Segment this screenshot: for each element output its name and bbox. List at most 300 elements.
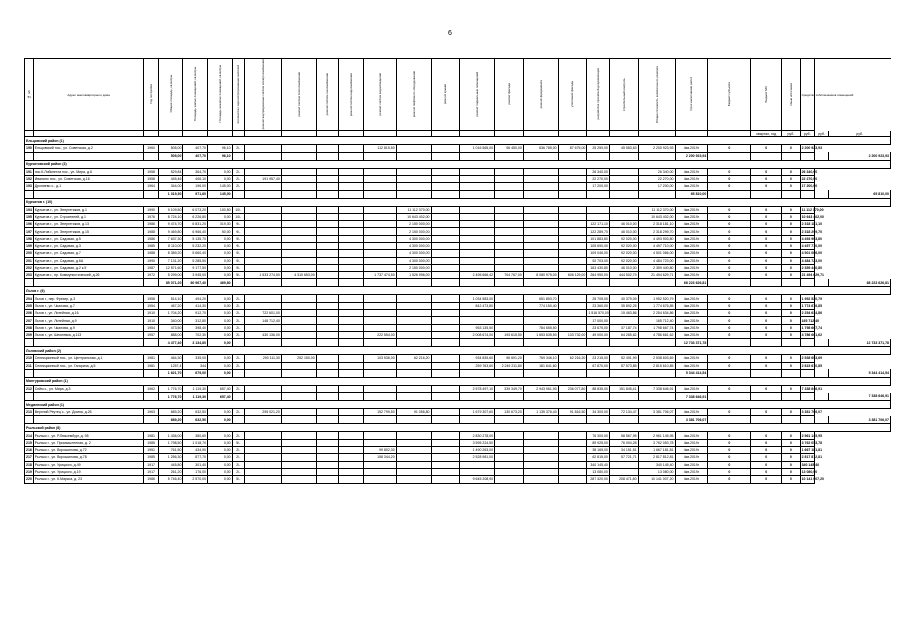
row-work-cost — [339, 206, 364, 213]
subtotal-total-area: 4 477,40 — [158, 339, 183, 347]
row-work-cost: 774 150,40 — [523, 302, 558, 309]
row-address: Рыльск г., ул. Р.Люксембург, д. 95 — [33, 432, 144, 439]
subtotal-empty — [638, 393, 675, 401]
subtotal-empty — [587, 393, 610, 401]
row-address: Рыльск г., ул. Урицкого, д.49 — [33, 461, 144, 468]
table-row — [25, 439, 891, 446]
section-header-row — [25, 377, 891, 385]
row-work-cost — [431, 183, 460, 190]
row-work-cost: 1 016 565,00 — [460, 145, 495, 152]
row-control-cost: 37 187,74 — [609, 324, 638, 331]
row-residents: 2/- — [232, 461, 244, 468]
row-work-cost — [339, 235, 364, 242]
row-nonliving-area: 0,00 — [208, 257, 233, 264]
row-number: 198 — [26, 236, 32, 241]
row-nonliving-area: 0,00 — [208, 175, 233, 182]
row-work-cost — [316, 331, 339, 338]
subtotal-empty — [495, 190, 524, 198]
row-control-cost — [609, 168, 638, 175]
header-funding-0: Бюджет субъекта — [708, 59, 751, 131]
row-year: 1963 — [144, 409, 158, 416]
row-nonliving-area: 0,00 — [208, 310, 233, 317]
row-work-cost — [460, 168, 495, 175]
row-funding-2: 0 — [751, 409, 782, 416]
row-living-area: 5 232,20 — [183, 242, 208, 249]
row-number: 209 — [26, 333, 32, 338]
row-nonliving-area: 0,00 — [208, 432, 233, 439]
row-work-cost — [244, 264, 281, 271]
row-funding-3: 0 — [782, 468, 800, 475]
row-work-cost — [495, 183, 524, 190]
row-funding-4: 10 141 007,20 — [801, 477, 824, 482]
table-row — [25, 221, 891, 228]
row-work-cost: 784 655,50 — [523, 324, 558, 331]
row-funding-4: 2 200 923,93 — [801, 146, 823, 151]
row-address: Селекционный пос., ул. Центральная, д.1 — [33, 355, 144, 362]
row-work-cost — [558, 439, 587, 446]
subtotal-empty — [460, 190, 495, 198]
subtotal-empty — [316, 279, 339, 287]
row-residents: 10/- — [232, 206, 244, 213]
row-nonliving-area: 0,00 — [208, 168, 233, 175]
row-nonliving-area: 0,00 — [208, 235, 233, 242]
row-address: Льгов г., ул. Литейная, д.9 — [33, 317, 144, 324]
row-funding-2: 0 — [751, 439, 782, 446]
row-living-area: 434,90 — [183, 447, 208, 454]
subtotal-empty — [523, 190, 558, 198]
row-work-cost — [316, 461, 339, 468]
subtotal-cost: 5 344 414,54 — [675, 369, 708, 377]
row-nonliving-area: 0,00 — [208, 295, 233, 302]
row-funding-1: 0 — [708, 454, 751, 461]
row-living-area: 176,00 — [183, 468, 208, 475]
table-row — [25, 454, 891, 461]
table-row — [25, 432, 891, 439]
row-deadline: 4кв.2019г — [675, 432, 708, 439]
row-work-cost — [316, 175, 339, 182]
row-work-cost: 1 533 274,50 — [244, 272, 281, 279]
row-work-cost — [558, 257, 587, 264]
row-total-cost: 26 340,00 — [638, 168, 675, 175]
row-living-area: 3 945,00 — [183, 272, 208, 279]
subtotal-empty — [782, 152, 800, 160]
row-work-cost — [316, 145, 339, 152]
row-control-cost: 208 471,80 — [609, 476, 638, 483]
row-control-cost — [609, 206, 638, 213]
row-work-cost — [523, 461, 558, 468]
row-number: 200 — [26, 251, 32, 256]
row-number: 196 — [26, 222, 32, 227]
row-nonliving-area: 50,00 — [208, 228, 233, 235]
section-header-row — [25, 287, 891, 295]
row-work-cost: 2 008 674,00 — [460, 331, 495, 338]
row-deadline: 4кв.2019г — [675, 447, 708, 454]
row-living-area: 335,00 — [183, 355, 208, 362]
row-residents: 9/- — [232, 250, 244, 257]
row-year: 1957 — [144, 331, 158, 338]
row-work-cost — [244, 228, 281, 235]
row-work-cost — [363, 468, 396, 475]
row-work-cost — [431, 250, 460, 257]
subtotal-empty — [232, 152, 244, 160]
row-work-cost — [460, 206, 495, 213]
row-work-cost — [431, 331, 460, 338]
row-work-cost — [316, 385, 339, 392]
row-funding-3: 0 — [782, 206, 800, 213]
row-work-cost — [431, 439, 460, 446]
row-work-cost: 2 495 666,42 — [460, 272, 495, 279]
subtotal-funding: 68 223 626,81 — [829, 279, 891, 287]
header-work-6: ремонт крыши — [431, 59, 460, 131]
subtotal-empty — [800, 152, 814, 160]
row-year: 1964 — [144, 183, 158, 190]
row-funding-4: 11 112 370,00 — [801, 207, 824, 212]
row-work-cost — [396, 168, 431, 175]
row-work-cost: 1 526 996,00 — [396, 272, 431, 279]
subtotal-empty — [609, 393, 638, 401]
row-work-cost — [339, 447, 364, 454]
row-work-cost — [495, 476, 524, 483]
row-work-cost — [523, 264, 558, 271]
subtotal-empty — [460, 339, 495, 347]
row-work-cost — [363, 317, 396, 324]
row-work-cost: 1 679 307,60 — [460, 409, 495, 416]
row-living-area: 632,50 — [183, 409, 208, 416]
subtotal-empty — [339, 416, 364, 424]
row-residents: 2/- — [232, 385, 244, 392]
row-funding-2: 0 — [751, 454, 782, 461]
row-work-cost — [316, 432, 339, 439]
header-work-0: ремонт внутридомовых систем электроснабжения — [244, 59, 281, 131]
row-funding-3: 0 — [782, 476, 800, 483]
row-work-cost: 91 816,50 — [558, 409, 587, 416]
subtotal-empty — [25, 339, 33, 347]
subtotal-row — [25, 152, 891, 160]
subtotal-empty — [244, 279, 281, 287]
header-work-12: строительный контроль — [609, 59, 638, 131]
row-control-cost — [609, 183, 638, 190]
subtotal-empty — [431, 393, 460, 401]
row-work-cost — [339, 317, 364, 324]
row-work-cost — [281, 447, 316, 454]
row-control-cost: 46 010,00 — [609, 221, 638, 228]
row-residents: 2/- — [232, 175, 244, 182]
row-number: 191 — [26, 169, 32, 174]
subtotal-empty — [814, 279, 828, 287]
row-living-area: 702,30 — [183, 331, 208, 338]
row-work-cost: 1 034 583,00 — [460, 295, 495, 302]
row-work-cost — [558, 432, 587, 439]
row-funding-4: 3 381 706,07 — [801, 410, 823, 415]
subtotal-empty — [558, 393, 587, 401]
row-work-cost — [523, 183, 558, 190]
row-project-cost: 23 215,00 — [587, 355, 610, 362]
row-work-cost — [558, 295, 587, 302]
row-work-cost — [281, 228, 316, 235]
row-living-area: 9 177,50 — [183, 264, 208, 271]
subtotal-empty — [782, 190, 800, 198]
row-number: 204 — [26, 296, 32, 301]
header-address: Адрес многоквартирного дома — [33, 59, 144, 131]
row-control-cost: 57 573,85 — [609, 362, 638, 369]
row-control-cost: 92 020,00 — [609, 235, 638, 242]
header-year: Год постройки — [144, 59, 158, 131]
row-residents: 10/- — [232, 213, 244, 220]
row-work-cost — [316, 213, 339, 220]
row-nonliving-area: 0,00 — [208, 250, 233, 257]
unit-cell: руб. — [800, 131, 814, 137]
row-work-cost — [495, 175, 524, 182]
subtotal-empty — [396, 279, 431, 287]
row-funding-1: 0 — [708, 355, 751, 362]
row-work-cost — [339, 168, 364, 175]
subtotal-empty — [363, 393, 396, 401]
row-work-cost — [316, 235, 339, 242]
row-nonliving-area: 0,00 — [208, 355, 233, 362]
row-work-cost — [495, 221, 524, 228]
header-deadline: Срок выполнения работ — [675, 59, 708, 131]
subtotal-empty — [281, 152, 316, 160]
subtotal-living-area: 407,70 — [183, 152, 208, 160]
row-work-cost: 99 802,30 — [363, 447, 396, 454]
row-work-cost — [281, 250, 316, 257]
row-work-cost — [431, 272, 460, 279]
row-funding-3: 0 — [782, 355, 800, 362]
row-work-cost — [460, 264, 495, 271]
row-work-cost — [431, 206, 460, 213]
row-nonliving-area: 0,00 — [208, 409, 233, 416]
row-residents: 2/- — [232, 454, 244, 461]
row-work-cost — [523, 175, 558, 182]
row-deadline: 4кв.2019г — [675, 461, 708, 468]
row-deadline: 4кв.2019г — [675, 272, 708, 279]
row-nonliving-area: 145,00 — [208, 183, 233, 190]
row-nonliving-area: 100,50 — [208, 206, 233, 213]
row-work-cost — [339, 221, 364, 228]
subtotal-cost: 12 733 371,78 — [675, 339, 708, 347]
row-number: 218 — [26, 462, 32, 467]
row-residents: 2/- — [232, 362, 244, 369]
row-year: 1986 — [144, 476, 158, 483]
row-control-cost: 58 567,95 — [609, 432, 638, 439]
row-work-cost — [495, 242, 524, 249]
row-work-cost — [281, 331, 316, 338]
row-work-cost — [460, 242, 495, 249]
row-work-cost: 259 763,60 — [460, 362, 495, 369]
row-funding-1: 0 — [708, 250, 751, 257]
section-title: Мантуровский район (1) — [25, 377, 891, 385]
row-work-cost — [396, 317, 431, 324]
row-work-cost — [281, 295, 316, 302]
subtotal-empty — [244, 416, 281, 424]
row-project-cost: 109 046,00 — [587, 250, 610, 257]
row-funding-3: 0 — [782, 295, 800, 302]
subtotal-empty — [232, 369, 244, 377]
table-row — [25, 272, 891, 279]
row-work-cost — [339, 295, 364, 302]
row-total-area: 9 474,70 — [158, 221, 183, 228]
row-work-cost — [281, 213, 316, 220]
unit-cell: руб. — [829, 131, 891, 137]
subtotal-empty — [708, 279, 751, 287]
subtotal-empty — [316, 369, 339, 377]
row-number: 201 — [26, 258, 32, 263]
subtotal-empty — [316, 190, 339, 198]
row-number: 205 — [26, 303, 32, 308]
row-project-cost: 22 270,00 — [587, 175, 610, 182]
row-year: 1981 — [144, 362, 158, 369]
row-residents: 9/- — [232, 242, 244, 249]
row-project-cost: 264 950,00 — [587, 272, 610, 279]
row-nonliving-area: 0,00 — [208, 331, 233, 338]
row-work-cost — [431, 385, 460, 392]
row-work-cost — [523, 454, 558, 461]
row-work-cost — [281, 476, 316, 483]
subtotal-empty — [25, 369, 33, 377]
subtotal-row — [25, 393, 891, 401]
row-work-cost — [363, 476, 396, 483]
subtotal-empty — [558, 339, 587, 347]
row-work-cost — [495, 461, 524, 468]
row-address: Курчатов г., ул. Садовая, д.3 — [33, 242, 144, 249]
row-work-cost — [396, 310, 431, 317]
row-work-cost: 4 300 000,00 — [396, 242, 431, 249]
row-work-cost: 148 712,40 — [244, 317, 281, 324]
subtotal-empty — [33, 190, 144, 198]
row-work-cost — [363, 362, 396, 369]
row-work-cost — [495, 213, 524, 220]
subtotal-empty — [523, 279, 558, 287]
row-work-cost — [396, 461, 431, 468]
subtotal-empty — [460, 416, 495, 424]
row-total-area: 689,20 — [158, 409, 183, 416]
row-control-cost: 64 265,62 — [609, 331, 638, 338]
row-control-cost: 444 502,79 — [609, 272, 638, 279]
row-work-cost — [281, 385, 316, 392]
row-work-cost — [558, 175, 587, 182]
row-work-cost — [316, 221, 339, 228]
row-work-cost — [339, 331, 364, 338]
row-deadline: 4кв.2019г — [675, 468, 708, 475]
row-work-cost — [431, 264, 460, 271]
row-work-cost — [558, 447, 587, 454]
row-residents: 2/- — [232, 355, 244, 362]
row-work-cost: 87 675,00 — [558, 145, 587, 152]
row-work-cost — [523, 432, 558, 439]
subtotal-funding: 7 338 646,91 — [829, 393, 891, 401]
row-project-cost: 67 870,00 — [587, 362, 610, 369]
row-work-cost: 236 077,80 — [558, 385, 587, 392]
row-funding-2: 0 — [751, 175, 782, 182]
row-work-cost — [244, 439, 281, 446]
subtotal-nonliving-area: 657,40 — [208, 393, 233, 401]
row-work-cost — [339, 175, 364, 182]
row-number: 194 — [26, 207, 32, 212]
row-address: Дроняево с., д.1 — [33, 183, 144, 190]
row-living-area: 301,40 — [183, 461, 208, 468]
subtotal-empty — [144, 152, 158, 160]
row-work-cost — [396, 145, 431, 152]
row-work-cost — [495, 454, 524, 461]
subtotal-empty — [638, 339, 675, 347]
row-control-cost: 57 721,71 — [609, 454, 638, 461]
row-total-cost: 13 080,00 — [638, 468, 675, 475]
row-funding-4: 2 318 299,70 — [801, 229, 823, 234]
row-work-cost — [244, 468, 281, 475]
row-total-cost: 10 141 007,20 — [638, 476, 675, 483]
subtotal-empty — [782, 369, 800, 377]
row-deadline: 4кв.2019г — [675, 206, 708, 213]
row-funding-2: 0 — [751, 168, 782, 175]
row-work-cost — [558, 242, 587, 249]
row-work-cost: 2 578 497,10 — [460, 385, 495, 392]
subtotal-row — [25, 190, 891, 198]
row-work-cost — [363, 242, 396, 249]
row-year: 1986 — [144, 221, 158, 228]
subtotal-empty — [460, 279, 495, 287]
subtotal-empty — [638, 279, 675, 287]
row-work-cost — [363, 310, 396, 317]
row-funding-3: 0 — [782, 409, 800, 416]
subtotal-empty — [523, 416, 558, 424]
row-work-cost — [281, 206, 316, 213]
row-work-cost — [339, 302, 364, 309]
row-work-cost — [495, 257, 524, 264]
row-work-cost — [431, 461, 460, 468]
row-work-cost — [558, 461, 587, 468]
header-work-7: ремонт подвальных помещений — [460, 59, 495, 131]
row-work-cost — [281, 317, 316, 324]
subtotal-empty — [460, 369, 495, 377]
row-work-cost — [316, 272, 339, 279]
row-year: 1981 — [144, 355, 158, 362]
row-deadline: 4кв.2019г — [675, 235, 708, 242]
row-funding-3: 0 — [782, 461, 800, 468]
row-work-cost — [558, 324, 587, 331]
subtotal-empty — [363, 339, 396, 347]
subtotal-empty — [587, 416, 610, 424]
row-total-cost: 3 762 053,78 — [638, 439, 675, 446]
row-nonliving-area: 0,00 — [208, 272, 233, 279]
row-total-cost: 4 497 710,00 — [638, 242, 675, 249]
section-title: Медвенский район (1) — [25, 401, 891, 409]
header-total-area: Общая площадь, кв.метры — [158, 59, 183, 131]
row-residents: 2/- — [232, 310, 244, 317]
row-total-area: 514,10 — [158, 295, 183, 302]
row-work-cost — [316, 242, 339, 249]
row-work-cost: 290 111,30 — [244, 355, 281, 362]
row-number: 190 — [26, 146, 32, 151]
subtotal-empty — [495, 369, 524, 377]
row-work-cost — [396, 454, 431, 461]
row-work-cost — [244, 206, 281, 213]
row-work-cost — [523, 476, 558, 483]
subtotal-empty — [495, 279, 524, 287]
row-funding-3: 0 — [782, 317, 800, 324]
subtotal-empty — [33, 369, 144, 377]
row-work-cost — [523, 213, 558, 220]
row-work-cost: 91 056,80 — [396, 409, 431, 416]
row-work-cost — [339, 213, 364, 220]
subtotal-nonliving-area: 0,00 — [208, 339, 233, 347]
row-year: 1958 — [144, 295, 158, 302]
row-funding-1: 0 — [708, 242, 751, 249]
row-total-cost: 3 381 706,07 — [638, 409, 675, 416]
subtotal-empty — [751, 393, 782, 401]
row-funding-4: 4 501 066,00 — [801, 251, 823, 256]
row-control-cost — [609, 213, 638, 220]
subtotal-empty — [316, 416, 339, 424]
